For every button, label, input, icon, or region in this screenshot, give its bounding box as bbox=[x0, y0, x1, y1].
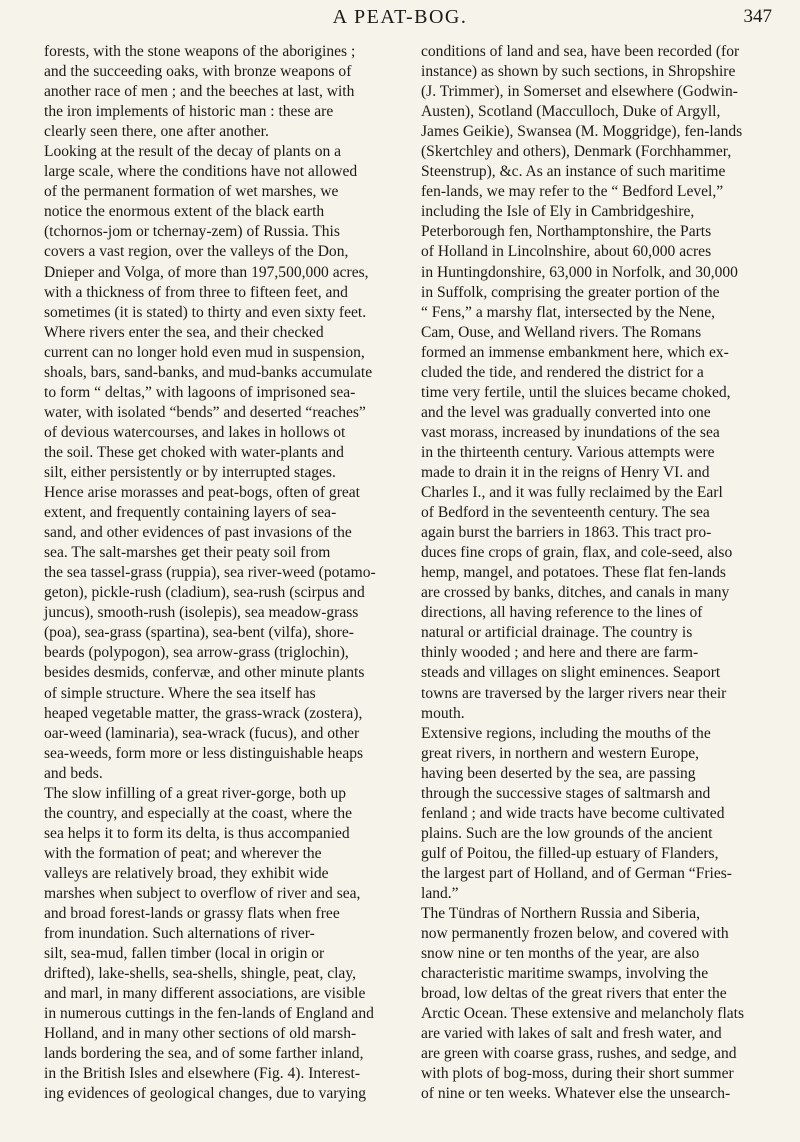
text-line: oar-weed (laminaria), sea-wrack (fucus), and other bbox=[44, 724, 360, 742]
text-line: to form “ deltas,” with lagoons of imprisoned sea- bbox=[44, 383, 356, 401]
text-line: silt, either persistently or by interrupted stages. bbox=[44, 463, 336, 481]
text-line: water, with isolated “bends” and deserted “reaches” bbox=[44, 403, 366, 421]
text-line: The Tündras of Northern Russia and Siberia, bbox=[421, 905, 701, 923]
text-line: time very fertile, until the sluices became choked, bbox=[421, 383, 731, 401]
text-line: Steenstrup), &c. As an instance of such maritime bbox=[421, 163, 726, 181]
text-line: from inundation. Such alternations of river- bbox=[44, 925, 315, 943]
text-line: lands bordering the sea, and of some farther inland, bbox=[44, 1045, 364, 1063]
text-line: the sea tassel-grass (ruppia), sea river-weed (potamo- bbox=[44, 564, 376, 582]
text-line: characteristic maritime swamps, involving the bbox=[421, 965, 709, 983]
running-title: A PEAT-BOG. bbox=[332, 6, 468, 28]
text-line: notice the enormous extent of the black earth bbox=[44, 203, 325, 221]
text-line: plains. Such are the low grounds of the ancient bbox=[421, 824, 713, 842]
text-line: the soil. These get choked with water-plants and bbox=[44, 443, 344, 461]
text-line: vast morass, increased by inundations of the sea bbox=[421, 423, 720, 441]
text-line: clearly seen there, one after another. bbox=[44, 123, 269, 141]
text-line: (poa), sea-grass (spartina), sea-bent (vilfa), shore- bbox=[44, 624, 354, 642]
text-line: in the thirteenth century. Various attempts were bbox=[421, 443, 715, 461]
text-line: are varied with lakes of salt and fresh water, and bbox=[421, 1025, 722, 1043]
text-line: gulf of Poitou, the filled-up estuary of Flanders, bbox=[421, 844, 719, 862]
text-line: sometimes (it is stated) to thirty and even sixty feet. bbox=[44, 303, 367, 321]
text-line: thinly wooded ; and here and there are farm- bbox=[421, 644, 699, 662]
text-line: (tchornos-jom or tchernay-zem) of Russia. This bbox=[44, 223, 340, 241]
text-line: and the succeeding oaks, with bronze weapons of bbox=[44, 63, 352, 81]
text-line: and marl, in many different associations, are visible bbox=[44, 985, 366, 1003]
text-line: Holland, and in many other sections of old marsh- bbox=[44, 1025, 357, 1043]
text-line: now permanently frozen below, and covered with bbox=[421, 925, 729, 943]
text-line: fen-lands, we may refer to the “ Bedford Level,” bbox=[421, 183, 724, 201]
text-line: broad, low deltas of the great rivers that enter the bbox=[421, 985, 727, 1003]
text-line: made to drain it in the reigns of Henry VI. and bbox=[421, 463, 710, 481]
text-line: Looking at the result of the decay of plants on a bbox=[44, 143, 342, 161]
text-line: heaped vegetable matter, the grass-wrack (zostera), bbox=[44, 704, 363, 722]
text-line: Dnieper and Volga, of more than 197,500,000 acres, bbox=[44, 263, 369, 281]
text-line: with the formation of peat; and wherever the bbox=[44, 844, 322, 862]
text-line: drifted), lake-shells, sea-shells, shingle, peat, clay, bbox=[44, 965, 356, 983]
text-line: and beds. bbox=[44, 764, 103, 782]
text-line: Cam, Ouse, and Welland rivers. The Romans bbox=[421, 323, 702, 341]
text-line: shoals, bars, sand-banks, and mud-banks accumulate bbox=[44, 363, 373, 381]
text-line: through the successive stages of saltmarsh and bbox=[421, 784, 711, 802]
text-line: extent, and frequently containing layers of sea- bbox=[44, 504, 337, 522]
text-line: marshes when subject to overflow of river and sea, bbox=[44, 884, 361, 902]
text-line: of nine or ten weeks. Whatever else the unsearch- bbox=[421, 1085, 731, 1103]
text-line: besides desmids, confervæ, and other minute plants bbox=[44, 664, 365, 682]
text-line: conditions of land and sea, have been recorded (for bbox=[421, 43, 740, 60]
text-line: instance) as shown by such sections, in Shropshire bbox=[421, 63, 736, 81]
text-line: sea helps it to form its delta, is thus accompanied bbox=[44, 824, 350, 842]
text-line: and the level was gradually converted into one bbox=[421, 403, 711, 421]
right-column bbox=[421, 42, 781, 1104]
text-line: directions, all having reference to the lines of bbox=[421, 604, 703, 622]
text-line: hemp, mangel, and potatoes. These flat fen-lands bbox=[421, 564, 726, 582]
text-line: are crossed by banks, ditches, and canals in many bbox=[421, 584, 730, 602]
text-line: fenland ; and wide tracts have become cultivated bbox=[421, 804, 725, 822]
text-line: of devious watercourses, and lakes in hollows ot bbox=[44, 423, 346, 441]
text-line: of the permanent formation of wet marshes, we bbox=[44, 183, 339, 201]
text-line: (Skertchley and others), Denmark (Forchhammer, bbox=[421, 143, 732, 161]
text-line: Arctic Ocean. These extensive and melancholy flats bbox=[421, 1005, 745, 1023]
text-line: natural or artificial drainage. The country is bbox=[421, 624, 693, 642]
text-line: snow nine or ten months of the year, are also bbox=[421, 945, 700, 963]
text-line: are green with coarse grass, rushes, and sedge, and bbox=[421, 1045, 737, 1063]
text-line: the country, and especially at the coast, where the bbox=[44, 804, 353, 822]
text-line: formed an immense embankment here, which ex- bbox=[421, 343, 729, 361]
text-line: another race of men ; and the beeches at last, with bbox=[44, 83, 355, 101]
text-line: and broad forest-lands or grassy flats when free bbox=[44, 905, 340, 923]
text-line: sea. The salt-marshes get their peaty soil from bbox=[44, 544, 331, 562]
text-line: silt, sea-mud, fallen timber (local in origin or bbox=[44, 945, 325, 963]
text-line: in Huntingdonshire, 63,000 in Norfolk, and 30,000 bbox=[421, 263, 738, 281]
text-line: again burst the barriers in 1863. This tract pro- bbox=[421, 524, 712, 542]
text-line: of Bedford in the seventeenth century. The sea bbox=[421, 504, 710, 522]
text-line: sea-weeds, form more or less distinguishable heaps bbox=[44, 744, 364, 762]
text-line: “ Fens,” a marshy flat, intersected by the Nene, bbox=[421, 303, 715, 321]
text-line: Where rivers enter the sea, and their checked bbox=[44, 323, 324, 341]
text-line: great rivers, in northern and western Europe, bbox=[421, 744, 700, 762]
text-line: having been deserted by the sea, are passing bbox=[421, 764, 696, 782]
text-line: forests, with the stone weapons of the aborigines ; bbox=[44, 43, 356, 60]
text-line: towns are traversed by the larger rivers near their bbox=[421, 684, 727, 702]
text-line: valleys are relatively broad, they exhibit wide bbox=[44, 864, 329, 882]
text-line: of simple structure. Where the sea itself has bbox=[44, 684, 316, 702]
text-line: James Geikie), Swansea (M. Moggridge), fen-lands bbox=[421, 123, 743, 141]
left-column bbox=[44, 42, 404, 1104]
text-line: The slow infilling of a great river-gorge, both up bbox=[44, 784, 347, 802]
text-line: geton), pickle-rush (cladium), sea-rush (scirpus and bbox=[44, 584, 365, 602]
text-line: covers a vast region, over the valleys of the Don, bbox=[44, 243, 349, 261]
text-line: juncus), smooth-rush (isolepis), sea meadow-grass bbox=[44, 604, 359, 622]
text-line: in numerous cuttings in the fen-lands of England and bbox=[44, 1005, 374, 1023]
text-line: Hence arise morasses and peat-bogs, often of great bbox=[44, 484, 360, 502]
text-line: beards (polypogon), sea arrow-grass (triglochin), bbox=[44, 644, 349, 662]
text-line: in Suffolk, comprising the greater portion of the bbox=[421, 283, 720, 301]
text-line: large scale, where the conditions have not allowed bbox=[44, 163, 358, 181]
text-line: the largest part of Holland, and of German “Fries- bbox=[421, 864, 732, 882]
text-line: Peterborough fen, Northamptonshire, the Parts bbox=[421, 223, 712, 241]
text-line: current can no longer hold even mud in suspension, bbox=[44, 343, 365, 361]
text-line: land.” bbox=[421, 884, 459, 902]
page-number: 347 bbox=[743, 6, 772, 27]
text-line: with plots of bog-moss, during their short summer bbox=[421, 1065, 734, 1083]
text-line: in the British Isles and elsewhere (Fig. 4). Interest- bbox=[44, 1065, 361, 1083]
text-line: with a thickness of from three to fifteen feet, and bbox=[44, 283, 348, 301]
text-line: the iron implements of historic man : these are bbox=[44, 103, 334, 121]
text-line: steads and villages on slight eminences. Seaport bbox=[421, 664, 721, 682]
text-line: sand, and other evidences of past invasions of the bbox=[44, 524, 352, 542]
text-line: Charles I., and it was fully reclaimed by the Earl bbox=[421, 484, 723, 502]
text-line: (J. Trimmer), in Somerset and elsewhere (Godwin- bbox=[421, 83, 738, 101]
text-line: duces fine crops of grain, flax, and cole-seed, also bbox=[421, 544, 733, 562]
text-line: of Holland in Lincolnshire, about 60,000 acres bbox=[421, 243, 712, 261]
text-line: Austen), Scotland (Macculloch, Duke of Argyll, bbox=[421, 103, 721, 121]
text-line: including the Isle of Ely in Cambridgeshire, bbox=[421, 203, 695, 221]
text-line: cluded the tide, and rendered the district for a bbox=[421, 363, 704, 381]
text-line: mouth. bbox=[421, 704, 465, 722]
text-line: Extensive regions, including the mouths of the bbox=[421, 724, 711, 742]
text-line: ing evidences of geological changes, due to varying bbox=[44, 1085, 367, 1103]
